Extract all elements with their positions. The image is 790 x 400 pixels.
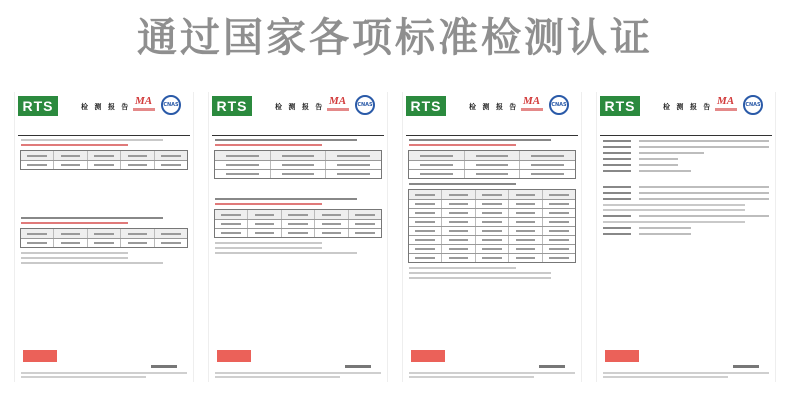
red-stamp [217, 350, 251, 362]
text-line [215, 247, 322, 249]
info-row [603, 152, 769, 154]
rts-logo: RTS [212, 96, 252, 116]
banner-title: 通过国家各项标准检测认证 [137, 14, 653, 61]
rts-logo: RTS [406, 96, 446, 116]
info-row [603, 164, 769, 166]
report-meta-row [406, 126, 578, 136]
text-line [215, 203, 322, 205]
rts-logo: RTS [600, 96, 640, 116]
signature [151, 365, 177, 368]
cma-mark-icon: MA [523, 95, 541, 107]
text-line [603, 209, 745, 211]
info-row [603, 227, 769, 229]
report-meta-row [600, 126, 772, 136]
cma-mark-icon: MA [135, 95, 153, 107]
text-line [215, 198, 357, 200]
rts-logo: RTS [18, 96, 58, 116]
results-table [408, 150, 576, 179]
text-line [21, 262, 163, 264]
text-line [215, 252, 357, 254]
results-table [20, 228, 188, 248]
text-line [409, 272, 551, 274]
text-line [409, 183, 516, 185]
signature [345, 365, 371, 368]
info-row [603, 140, 769, 142]
results-table [408, 189, 576, 263]
text-line [409, 144, 516, 146]
text-line [409, 277, 551, 279]
report-meta-row [212, 126, 384, 136]
text-line [21, 139, 163, 141]
text-line [21, 257, 128, 259]
report-title: 检 测 报 告 [81, 103, 131, 111]
report-title: 检 测 报 告 [469, 103, 519, 111]
results-table [214, 209, 382, 238]
text-line [603, 221, 745, 223]
report-header [403, 92, 581, 126]
cma-underline [521, 108, 543, 111]
info-row [603, 186, 769, 188]
red-stamp [605, 350, 639, 362]
red-stamp [411, 350, 445, 362]
text-line [409, 139, 551, 141]
info-row [603, 198, 769, 200]
test-report-page-3 [402, 92, 582, 382]
text-line [215, 144, 322, 146]
signature [539, 365, 565, 368]
footer-line [21, 376, 146, 378]
cma-mark-icon: MA [329, 95, 347, 107]
red-stamp [23, 350, 57, 362]
test-report-page-1 [14, 92, 194, 382]
text-line [21, 144, 128, 146]
signature [733, 365, 759, 368]
info-row [603, 233, 769, 235]
info-row [603, 146, 769, 148]
footer-line [409, 372, 575, 374]
report-header [597, 92, 775, 126]
cnas-mark-icon: CNAS [549, 95, 569, 115]
cma-underline [715, 108, 737, 111]
results-table [214, 150, 382, 179]
footer-line [215, 372, 381, 374]
info-row [603, 215, 769, 217]
text-line [21, 252, 128, 254]
results-table [20, 150, 188, 170]
report-title: 检 测 报 告 [275, 103, 325, 111]
test-report-page-2 [208, 92, 388, 382]
footer-line [603, 372, 769, 374]
text-line [21, 217, 163, 219]
info-row [603, 158, 769, 160]
cma-mark-icon: MA [717, 95, 735, 107]
info-row [603, 170, 769, 172]
report-title: 检 测 报 告 [663, 103, 713, 111]
text-line [215, 242, 322, 244]
cma-underline [133, 108, 155, 111]
text-line [215, 139, 357, 141]
test-report-page-4 [596, 92, 776, 382]
report-header [15, 92, 193, 126]
text-line [409, 267, 516, 269]
report-header [209, 92, 387, 126]
info-row [603, 192, 769, 194]
cnas-mark-icon: CNAS [743, 95, 763, 115]
text-line [21, 222, 128, 224]
cma-underline [327, 108, 349, 111]
cnas-mark-icon: CNAS [355, 95, 375, 115]
text-line [603, 204, 745, 206]
cnas-mark-icon: CNAS [161, 95, 181, 115]
footer-line [21, 372, 187, 374]
footer-line [603, 376, 728, 378]
footer-line [409, 376, 534, 378]
footer-line [215, 376, 340, 378]
report-meta-row [18, 126, 190, 136]
